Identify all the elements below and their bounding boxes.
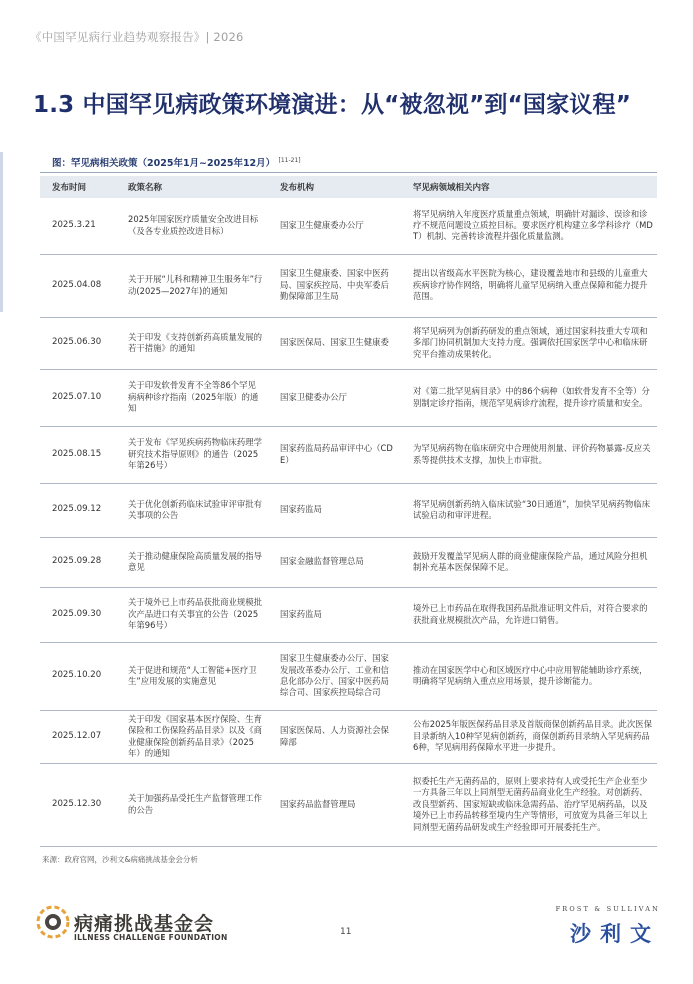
row-policy: 关于加强药品受托生产监督管理工作的公告 [116, 763, 268, 846]
frost-sullivan-name-en: FROST & SULLIVAN [555, 905, 660, 913]
row-content: 提出以省级高水平医院为核心，建设覆盖地市和县级的儿童重大疾病诊疗协作网络，明确将儿童罕见病纳入重点保障和能力提升范围。 [401, 254, 657, 317]
row-agency: 国家医保局、人力资源社会保障部 [268, 710, 401, 763]
row-agency: 国家卫生健康委办公厅、国家发展改革委办公厅、工业和信息化部办公厅、国家中医药局综合司、国家疾控局综合司 [268, 642, 401, 710]
table-row [40, 254, 657, 317]
row-agency: 国家卫健委办公厅 [268, 369, 401, 426]
table-row [40, 369, 657, 426]
row-content: 拟委托生产无菌药品的，原则上要求持有人或受托生产企业至少一方具备三年以上同剂型无菌药品商业化生产经验。对创新药、改良型新药、国家短缺或临床急需药品、治疗罕见病药品，以及境外已上市药品转移至境内生产等情形，可放宽为具备三年以上同剂型无菌药品研发或生产经验即可开展委托生产。 [401, 763, 657, 846]
row-date: 2025.04.08 [40, 254, 116, 317]
foundation-emblem-icon [36, 905, 70, 939]
caption-divider [40, 172, 657, 173]
row-date: 2025.09.12 [40, 483, 116, 537]
row-agency: 国家药监局 [268, 587, 401, 642]
frost-sullivan-logo [540, 905, 660, 945]
row-content: 将罕见病创新药纳入临床试验“30日通道”，加快罕见病药物临床试验启动和审评进程。 [401, 483, 657, 537]
column-header-date: 发布时间 [40, 176, 116, 198]
row-date: 2025.06.30 [40, 317, 116, 369]
source-note: 来源：政府官网，沙利文&病痛挑战基金会分析 [42, 855, 198, 864]
row-content: 境外已上市药品在取得我国药品批准证明文件后，对符合要求的获批商业规模批次产品，允许进口销售。 [401, 587, 657, 642]
row-date: 2025.12.07 [40, 710, 116, 763]
page-heading: 1.3 中国罕见病政策环境演进：从“被忽视”到“国家议程” [33, 92, 632, 118]
policy-table [40, 176, 657, 847]
row-date: 2025.3.21 [40, 198, 116, 254]
row-policy: 关于印发《支持创新药高质量发展的若干措施》的通知 [116, 317, 268, 369]
row-date: 2025.10.20 [40, 642, 116, 710]
foundation-name-cn: 病痛挑战基金会 [74, 913, 215, 935]
report-header-title: 《中国罕见病行业趋势观察报告》| 2026 [30, 30, 244, 44]
column-header-content: 罕见病领域相关内容 [401, 176, 657, 198]
row-content: 对《第二批罕见病目录》中的86个病种（如软骨发育不全等）分别制定诊疗指南，规范罕见病诊疗流程，提升诊疗质量和安全。 [401, 369, 657, 426]
row-policy: 关于优化创新药临床试验审评审批有关事项的公告 [116, 483, 268, 537]
table-header-row [40, 176, 657, 198]
row-agency: 国家卫生健康委办公厅 [268, 198, 401, 254]
row-content: 为罕见病药物在临床研究中合理使用剂量、评价药物暴露-反应关系等提供技术支撑，加快上市审批。 [401, 426, 657, 483]
row-policy: 关于境外已上市药品获批商业规模批次产品进口有关事宜的公告（2025年第96号） [116, 587, 268, 642]
page-number: 11 [340, 927, 352, 937]
column-header-policy: 政策名称 [116, 176, 268, 198]
row-policy: 关于发布《罕见疾病药物临床药理学研究技术指导原则》的通告（2025年第26号） [116, 426, 268, 483]
row-policy: 2025年国家医疗质量安全改进目标（及各专业质控改进目标） [116, 198, 268, 254]
row-content: 将罕见病列为创新药研发的重点领域，通过国家科技重大专项和多部门协同机制加大支持力度。强调依托国家医学中心和临床研究平台推动成果转化。 [401, 317, 657, 369]
table-row [40, 710, 657, 763]
row-content: 鼓励开发覆盖罕见病人群的商业健康保险产品，通过风险分担机制补充基本医保保障不足。 [401, 537, 657, 587]
row-agency: 国家金融监督管理总局 [268, 537, 401, 587]
figure-caption-text: 图：罕见病相关政策（2025年1月~2025年12月） [52, 158, 276, 169]
table-row [40, 198, 657, 254]
row-agency: 国家卫生健康委、国家中医药局、国家疾控局、中央军委后勤保障部卫生局 [268, 254, 401, 317]
row-content: 推动在国家医学中心和区域医疗中心中应用智能辅助诊疗系统，明确将罕见病纳入重点应用场景，提升诊断能力。 [401, 642, 657, 710]
illness-challenge-logo [36, 905, 236, 945]
row-agency: 国家医保局、国家卫生健康委 [268, 317, 401, 369]
figure-caption [52, 155, 301, 169]
table-row [40, 642, 657, 710]
row-date: 2025.08.15 [40, 426, 116, 483]
table-row [40, 483, 657, 537]
figure-reference: [11-21] [278, 156, 301, 164]
column-header-agency: 发布机构 [268, 176, 401, 198]
foundation-name-en: ILLNESS CHALLENGE FOUNDATION [74, 933, 228, 942]
row-agency: 国家药监局 [268, 483, 401, 537]
row-policy: 关于促进和规范“人工智能+医疗卫生”应用发展的实施意见 [116, 642, 268, 710]
row-content: 公布2025年版医保药品目录及首版商保创新药品目录。此次医保目录新纳入10种罕见病创新药，商保创新药目录纳入罕见病药品6种，罕见病用药保障水平进一步提升。 [401, 710, 657, 763]
row-date: 2025.09.30 [40, 587, 116, 642]
table-row [40, 537, 657, 587]
row-policy: 关于推动健康保险高质量发展的指导意见 [116, 537, 268, 587]
row-content: 将罕见病纳入年度医疗质量重点领域，明确针对漏诊、误诊和诊疗不规范问题设立质控目标。要求医疗机构建立多学科诊疗（MDT）机制、完善转诊流程并强化质量监测。 [401, 198, 657, 254]
row-policy: 关于印发《国家基本医疗保险、生育保险和工伤保险药品目录》以及《商业健康保险创新药品目录》（2025年）的通知 [116, 710, 268, 763]
row-date: 2025.12.30 [40, 763, 116, 846]
table-row [40, 587, 657, 642]
table-row [40, 426, 657, 483]
table-row [40, 317, 657, 369]
row-date: 2025.07.10 [40, 369, 116, 426]
row-policy: 关于印发软骨发育不全等86个罕见病病种诊疗指南（2025年版）的通知 [116, 369, 268, 426]
row-agency: 国家药品监督管理局 [268, 763, 401, 846]
row-date: 2025.09.28 [40, 537, 116, 587]
frost-sullivan-name-cn: 沙利文 [570, 922, 660, 946]
row-agency: 国家药监局药品审评中心（CDE） [268, 426, 401, 483]
left-accent-bar [0, 152, 3, 312]
row-policy: 关于开展“儿科和精神卫生服务年”行动(2025—2027年)的通知 [116, 254, 268, 317]
table-row [40, 763, 657, 846]
